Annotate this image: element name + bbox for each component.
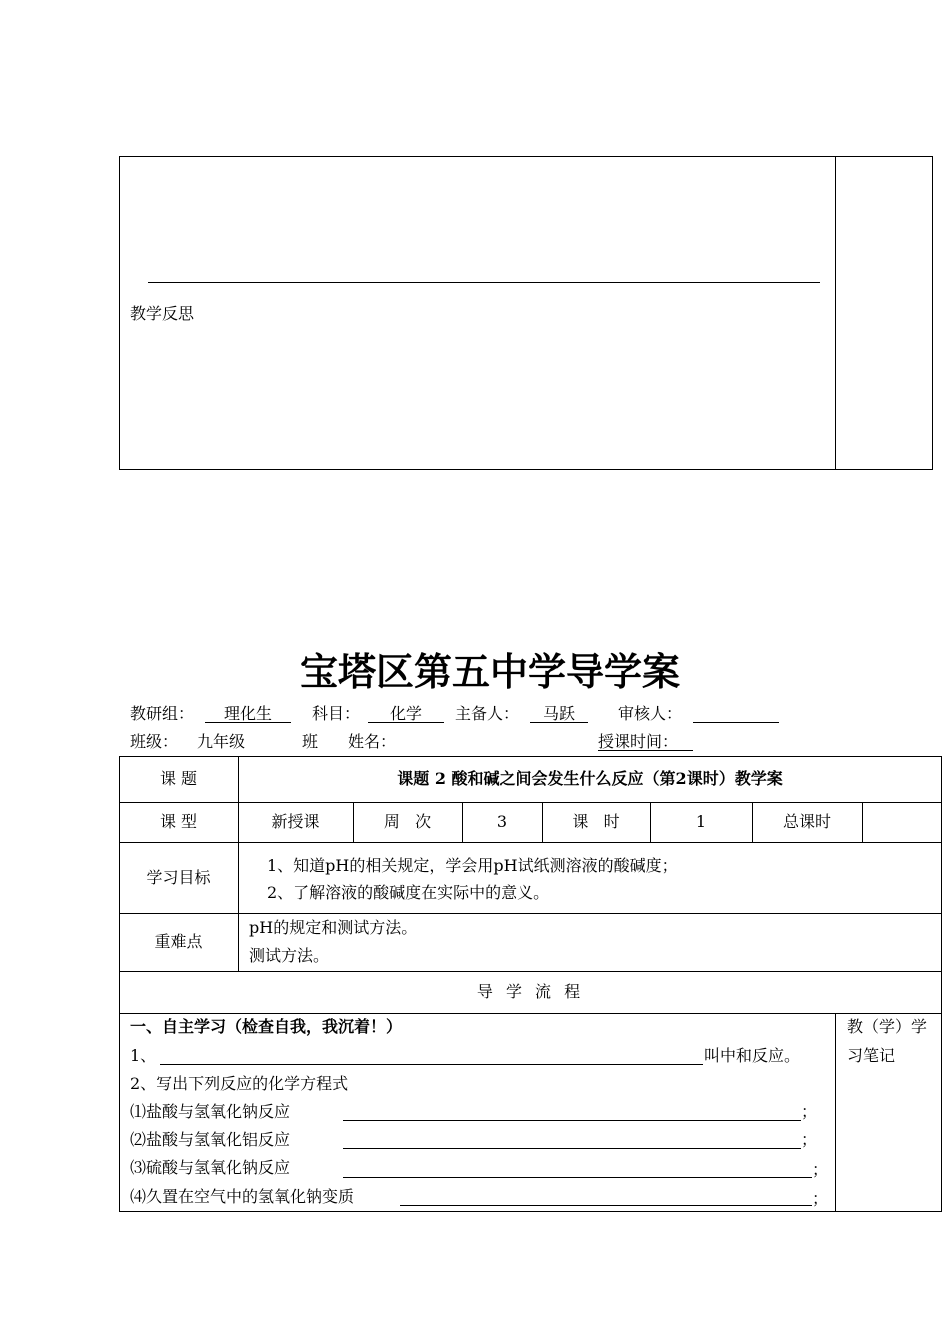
row-line — [119, 913, 942, 914]
class-label: 班 — [302, 732, 319, 751]
q1-suffix: 叫中和反应。 — [704, 1046, 801, 1065]
week-value: 3 — [496, 812, 508, 831]
grade-value: 九年级 — [197, 732, 246, 751]
equation-blank[interactable] — [343, 1148, 801, 1149]
reflection-divider — [835, 156, 836, 470]
preparer-value: 马跃 — [542, 704, 575, 723]
total-label: 总课时 — [782, 812, 831, 831]
equation-blank[interactable] — [343, 1120, 801, 1121]
self-study-heading: 一、自主学习（检查自我，我沉着！） — [130, 1017, 403, 1036]
reviewer-label: 审核人： — [618, 704, 683, 723]
key-label: 重难点 — [154, 932, 203, 951]
reflection-separator-line — [148, 282, 820, 283]
topic-value: 课题 2 酸和碱之间会发生什么反应（第2课时）教学案 — [397, 769, 783, 788]
preparer-underline — [530, 722, 588, 723]
cell-line — [862, 802, 863, 842]
group-value: 理化生 — [223, 704, 272, 723]
row-line — [119, 842, 942, 843]
equation-label: ⑵盐酸与氢氧化铝反应 — [130, 1130, 291, 1149]
key-point: 测试方法。 — [249, 946, 330, 965]
equation-blank[interactable] — [400, 1205, 812, 1206]
group-underline — [205, 722, 291, 723]
equation-blank[interactable] — [343, 1177, 812, 1178]
period-label: 课 时 — [572, 812, 620, 831]
time-underline — [598, 750, 693, 751]
subject-underline — [368, 722, 444, 723]
type-label: 课 型 — [159, 812, 198, 831]
equation-end: ； — [801, 1130, 818, 1149]
group-label: 教研组： — [130, 704, 195, 723]
key-point: pH的规定和测试方法。 — [249, 918, 418, 937]
subject-value: 化学 — [389, 704, 422, 723]
equation-end: ； — [812, 1189, 829, 1208]
goals-label: 学习目标 — [146, 868, 211, 887]
subject-label: 科目： — [312, 704, 361, 723]
notes-label: 习笔记 — [847, 1046, 896, 1065]
type-value: 新授课 — [271, 812, 320, 831]
week-label: 周 次 — [383, 812, 432, 831]
notes-column-line — [835, 1013, 836, 1212]
equation-end: ； — [801, 1102, 818, 1121]
flow-label: 导 学 流 程 — [476, 982, 585, 1001]
time-label: 授课时间： — [598, 732, 679, 751]
goal-item: 1、知道pH的相关规定，学会用pH试纸测溶液的酸碱度； — [267, 856, 678, 875]
reflection-box — [119, 156, 933, 470]
row-line — [119, 971, 942, 972]
topic-label: 课 题 — [159, 769, 198, 788]
equation-label: ⑷久置在空气中的氢氧化钠变质 — [130, 1187, 355, 1206]
period-value: 1 — [695, 812, 707, 831]
row-line — [119, 802, 942, 803]
reviewer-underline — [693, 722, 779, 723]
reflection-label: 教学反思 — [130, 304, 195, 323]
equation-label: ⑶硫酸与氢氧化钠反应 — [130, 1158, 291, 1177]
preparer-label: 主备人： — [455, 704, 520, 723]
q2-text: 2、写出下列反应的化学方程式 — [130, 1074, 349, 1093]
equation-label: ⑴盐酸与氢氧化钠反应 — [130, 1102, 291, 1121]
page-title: 宝塔区第五中学导学案 — [299, 650, 680, 694]
q1-prefix: 1、 — [130, 1046, 157, 1065]
row-line — [119, 1013, 942, 1014]
grade-label: 班级： — [130, 732, 179, 751]
notes-label: 教（学）学 — [847, 1017, 928, 1036]
equation-end: ； — [812, 1160, 829, 1179]
q1-blank[interactable] — [160, 1064, 703, 1065]
goal-item: 2、了解溶液的酸碱度在实际中的意义。 — [267, 883, 550, 902]
name-label: 姓名： — [348, 732, 397, 751]
